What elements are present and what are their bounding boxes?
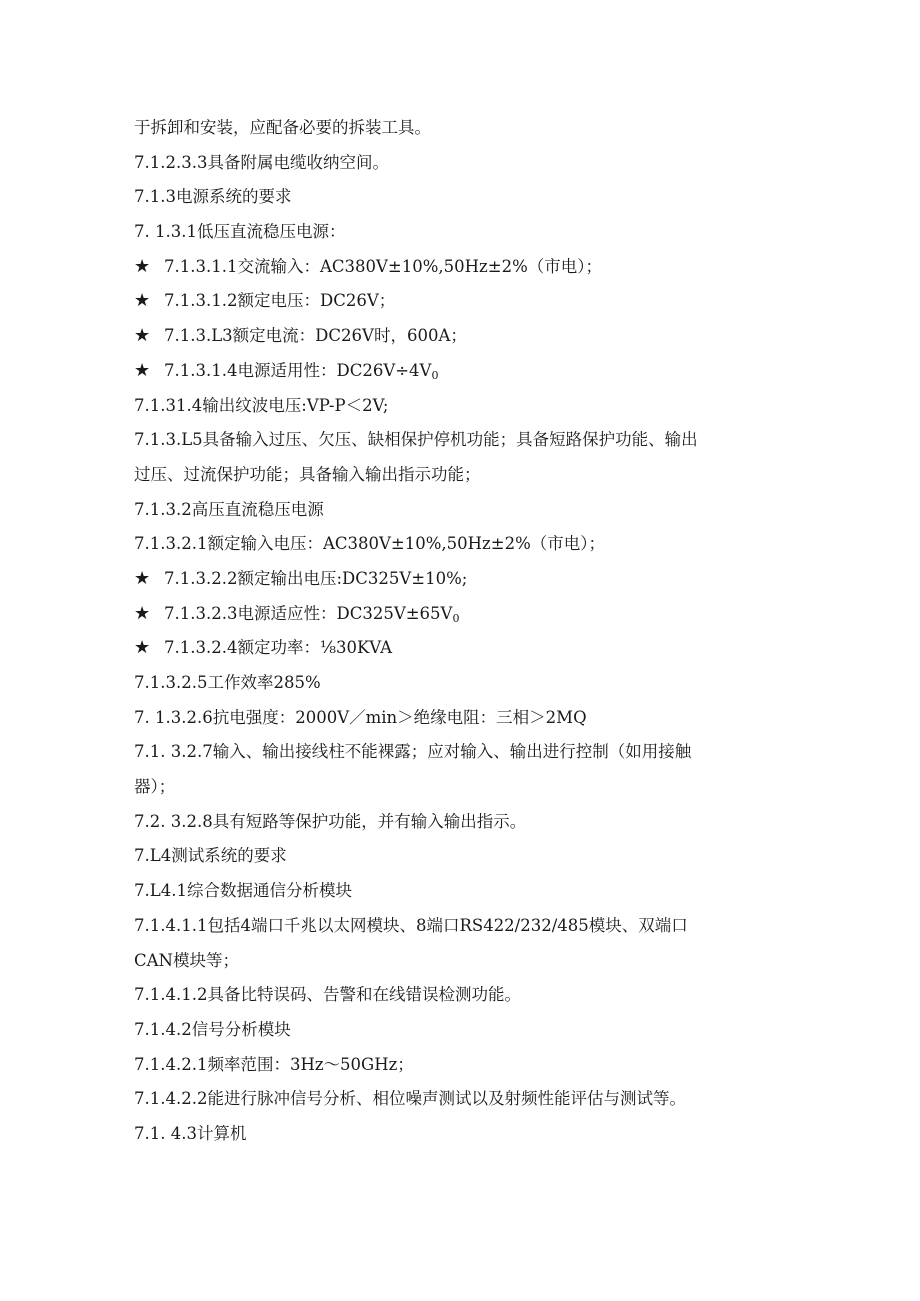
text-line <box>134 944 784 979</box>
text-line <box>134 319 784 354</box>
line-text: 7.1.4.1.2具备比特误码、告警和在线错误检测功能。 <box>134 985 521 1005</box>
text-line <box>134 111 784 146</box>
line-text: 7.1.3.2.4额定功率：⅛30KVA <box>164 638 392 658</box>
star-icon: ★ <box>134 290 151 312</box>
line-text: 7.1.3.1.2额定电压：DC26V； <box>164 291 396 311</box>
star-icon: ★ <box>134 602 151 624</box>
line-text: 7.1.4.2信号分析模块 <box>134 1019 291 1039</box>
text-line <box>134 423 784 458</box>
line-text: 7.1.4.1.1包括4端口千兆以太网模块、8端口RS422/232/485模块、双端口 <box>134 915 688 935</box>
text-line <box>134 597 784 632</box>
line-text: CAN模块等； <box>134 950 239 970</box>
line-text: 7.1.4.2.2能进行脉冲信号分析、相位噪声测试以及射频性能评估与测试等。 <box>134 1089 686 1109</box>
text-line <box>134 978 784 1013</box>
text-line <box>134 146 784 181</box>
line-text: 7.1. 4.3计算机 <box>134 1123 247 1143</box>
text-line <box>134 458 784 493</box>
line-text: 器）； <box>134 777 176 797</box>
text-line <box>134 389 784 424</box>
text-line <box>134 805 784 840</box>
star-icon: ★ <box>134 255 151 277</box>
star-icon: ★ <box>134 325 151 347</box>
line-text: 7.L4测试系统的要求 <box>134 846 287 866</box>
text-line <box>134 1117 784 1152</box>
line-text: 7. 1.3.1低压直流稳压电源： <box>134 222 346 242</box>
line-text: 7.1.3.2.3电源适应性：DC325V±65V <box>164 603 453 623</box>
line-text: 7.2. 3.2.8具有短路等保护功能，并有输入输出指示。 <box>134 811 527 831</box>
text-line <box>134 215 784 250</box>
text-line <box>134 1013 784 1048</box>
text-line <box>134 701 784 736</box>
text-line <box>134 666 784 701</box>
text-line <box>134 180 784 215</box>
text-line <box>134 909 784 944</box>
subscript: 0 <box>452 611 460 625</box>
text-line <box>134 354 784 389</box>
line-text: 7.1.3.L3额定电流：DC26V时，600A； <box>164 326 467 346</box>
line-text: 7.1.3电源系统的要求 <box>134 187 292 207</box>
text-line <box>134 770 784 805</box>
line-text: 7.L4.1综合数据通信分析模块 <box>134 881 352 901</box>
text-line <box>134 527 784 562</box>
line-text: 7.1.3.1.1交流输入：AC380V±10%,50Hz±2%（市电）； <box>164 256 602 276</box>
line-text: 7.1.3.L5具备输入过压、欠压、缺相保护停机功能；具备短路保护功能、输出 <box>134 430 698 450</box>
line-text: 过压、过流保护功能；具备输入输出指示功能； <box>134 464 481 484</box>
text-line <box>134 631 784 666</box>
subscript: 0 <box>431 368 439 382</box>
line-text: 7.1.3.2.1额定输入电压：AC380V±10%,50Hz±2%（市电）； <box>134 534 605 554</box>
line-text: 7.1.3.2高压直流稳压电源 <box>134 499 324 519</box>
line-text: 7.1. 3.2.7输入、输出接线柱不能裸露；应对输入、输出进行控制（如用接触 <box>134 742 692 762</box>
text-line <box>134 874 784 909</box>
text-line <box>134 493 784 528</box>
line-text: 于拆卸和安装，应配备必要的拆装工具。 <box>134 118 431 137</box>
text-line <box>134 284 784 319</box>
text-line <box>134 562 784 597</box>
star-icon: ★ <box>134 637 151 659</box>
line-text: 7.1.3.1.4电源适用性：DC26V÷4V <box>164 360 432 380</box>
line-text: 7.1.2.3.3具备附属电缆收纳空间。 <box>134 152 389 172</box>
text-line <box>134 839 784 874</box>
star-icon: ★ <box>134 567 151 589</box>
line-text: 7. 1.3.2.6抗电强度：2000V／min＞绝缘电阻：三相＞2MQ <box>134 707 587 727</box>
line-text: 7.1.3.2.5工作效率285% <box>134 673 321 692</box>
text-line <box>134 1082 784 1117</box>
text-line <box>134 735 784 770</box>
star-icon: ★ <box>134 359 151 381</box>
text-line <box>134 250 784 285</box>
document-body <box>134 111 784 1152</box>
line-text: 7.1.3.2.2额定输出电压:DC325V±10%; <box>164 568 468 588</box>
line-text: 7.1.4.2.1频率范围：3Hz～50GHz； <box>134 1054 414 1074</box>
text-line <box>134 1048 784 1083</box>
line-text: 7.1.31.4输出纹波电压:VP-P＜2V; <box>134 395 389 415</box>
